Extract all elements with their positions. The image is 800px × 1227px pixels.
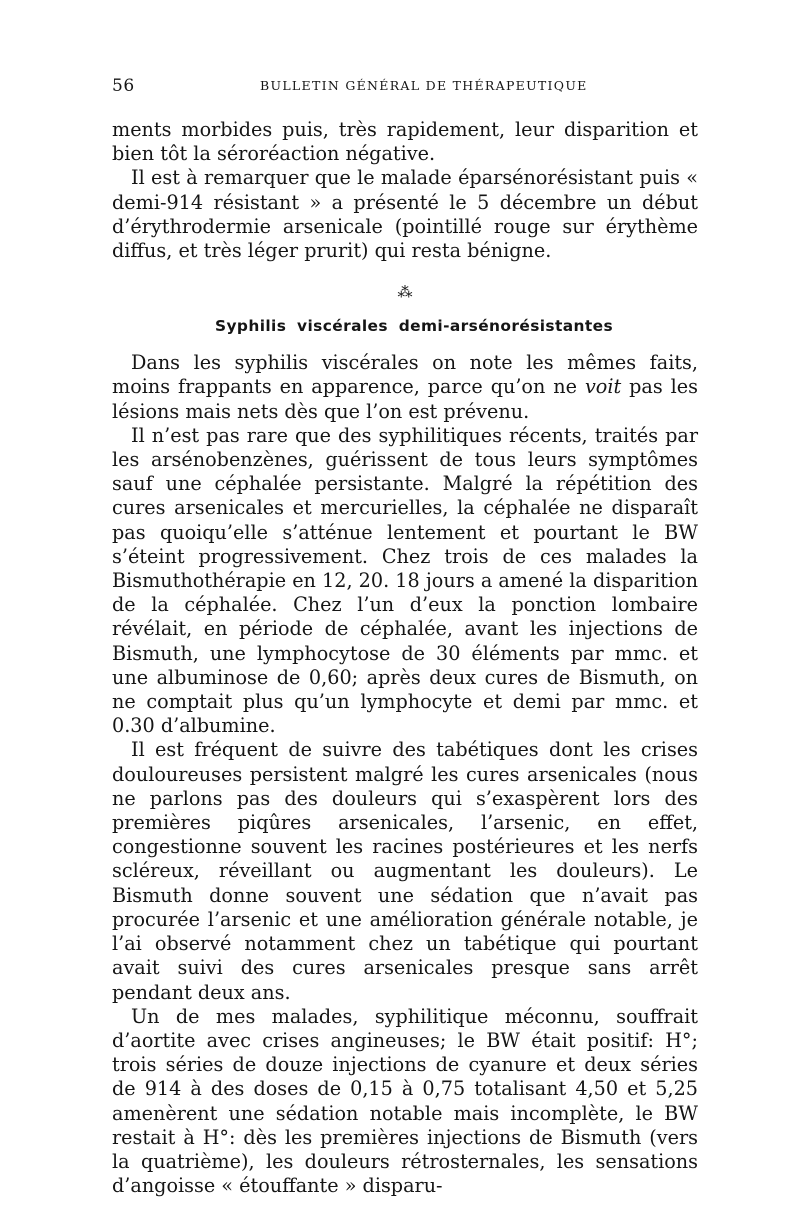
paragraph-cephalee: Il n’est pas rare que des syphilitiques récents, traités par les arsénobenzènes, guérissent de tous leurs symptômes sauf une céphalée persistante. Malgré la répétition des cures arsenicales et mercurielles, la céphalée ne disparaît pas quoiqu’elle s’atténue lentement et pourtant le BW s’éteint progressivement. Chez trois de ces malades la Bismuthothérapie en 12, 20. 18 jours a amené la disparition de la céphalée. Chez l’un d’eux la ponction lombaire révélait, en période de céphalée, avant les injections de Bismuth, une lymphocytose de 30 éléments par mmc. et une albuminose de 0,60; après deux cures de Bismuth, on ne comptait plus qu’un lymphocyte et demi par mmc. et 0.30 d’albumine. xyxy=(112,423,698,738)
asterism-separator: ⁂ xyxy=(397,283,413,302)
heading-word: demi-arsénorésistantes xyxy=(398,317,614,336)
italic-word: voit xyxy=(584,375,622,399)
text-run: pas les lésions mais nets dès que l’on est prévenu. xyxy=(112,375,699,423)
text-run: Dans les syphilis viscérales on note les mêmes faits, moins frappants en apparence, parce qu’on ne xyxy=(112,351,698,399)
heading-word: viscérales xyxy=(297,317,388,336)
paragraph-continuation: ments morbides puis, très rapidement, leur disparition et bien tôt la séroréaction négative. xyxy=(112,118,698,166)
heading-word: Syphilis xyxy=(215,317,287,336)
paragraph-tabetiques: Il est fréquent de suivre des tabétiques dont les crises douloureuses persistent malgré les cures arsenicales (nous ne parlons pas des douleurs qui s’exaspèrent lors des premières piqûres arsenicales, l’arsenic, en effet, congestionne souvent les racines postérieures et les nerfs scléreux, réveillant ou augmentant les douleurs). Le Bismuth donne souvent une sédation que n’avait pas procurée l’arsenic et une amélioration générale notable, je l’ai observé notamment chez un tabétique qui pourtant avait suivi des cures arsenicales presque sans arrêt pendant deux ans. xyxy=(112,738,698,1004)
page-number: 56 xyxy=(112,76,135,96)
running-title: BULLETIN GÉNÉRAL DE THÉRAPEUTIQUE xyxy=(260,78,588,93)
paragraph-intro-visceral xyxy=(112,351,698,424)
page-header xyxy=(112,76,697,102)
body-text xyxy=(112,118,698,1198)
paragraph-erythrodermie: Il est à remarquer que le malade éparsénorésistant puis « demi-914 résistant » a présenté le 5 décembre un début d’érythrodermie arsenicale (pointillé rouge sur érythème diffus, et très léger prurit) qui resta bénigne. xyxy=(112,166,698,263)
paragraph-aortite: Un de mes malades, syphilitique méconnu, souffrait d’aortite avec crises angineuses; le BW était positif: H°; trois séries de douze injections de cyanure et deux séries de 914 à des doses de 0,15 à 0,75 totalisant 4,50 et 5,25 amenèrent une sédation notable mais incomplète, le BW restait à H°: dès les premières injections de Bismuth (vers la quatrième), les douleurs rétrosternales, les sensations d’angoisse « étouffante » disparu- xyxy=(112,1004,698,1198)
section-heading xyxy=(112,317,698,335)
